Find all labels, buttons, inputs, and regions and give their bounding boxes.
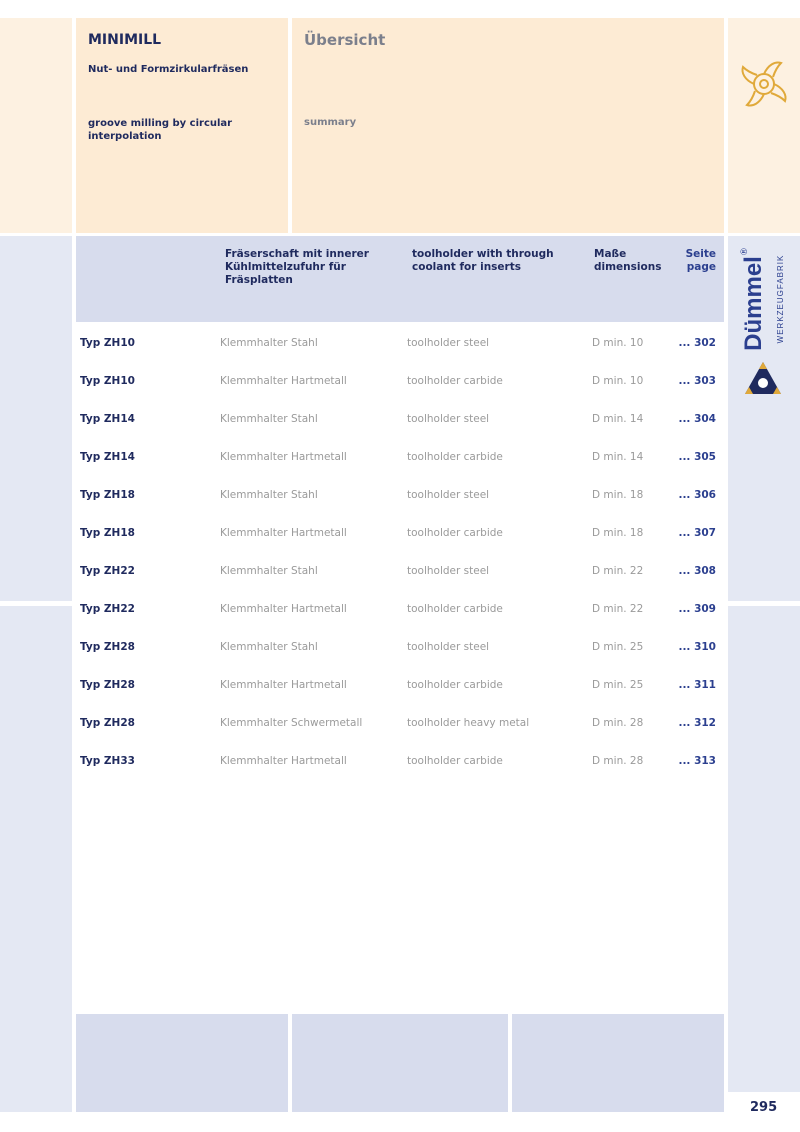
type-cell: Typ ZH18: [80, 489, 135, 501]
english-desc-cell: toolholder carbide: [407, 755, 503, 767]
table-row[interactable]: [80, 679, 720, 695]
dimension-cell: D min. 25: [592, 641, 644, 653]
type-cell: Typ ZH33: [80, 755, 135, 767]
type-cell: Typ ZH14: [80, 413, 135, 425]
header-col-german-line3: Fräsplatten: [225, 274, 293, 286]
table-row[interactable]: [80, 451, 720, 467]
dimension-cell: D min. 18: [592, 489, 644, 501]
german-desc-cell: Klemmhalter Hartmetall: [220, 451, 347, 463]
brand-logo: [740, 244, 790, 404]
german-desc-cell: Klemmhalter Stahl: [220, 565, 318, 577]
type-cell: Typ ZH28: [80, 641, 135, 653]
page-link[interactable]: ... 310: [678, 641, 716, 653]
table-row[interactable]: [80, 641, 720, 657]
page-link[interactable]: ... 311: [678, 679, 716, 691]
table-row[interactable]: [80, 755, 720, 771]
dimension-cell: D min. 18: [592, 527, 644, 539]
section-title: Übersicht: [304, 31, 386, 49]
footer-panel-left: [76, 1014, 288, 1112]
header-col-german: [225, 248, 369, 287]
dimension-cell: D min. 22: [592, 565, 644, 577]
subtitle-english-line2: interpolation: [88, 131, 162, 142]
left-margin-peach: [0, 18, 72, 233]
type-cell: Typ ZH10: [80, 375, 135, 387]
header-col-english: [412, 248, 554, 274]
catalog-title: MINIMILL: [88, 32, 162, 48]
dimension-cell: D min. 28: [592, 755, 644, 767]
english-desc-cell: toolholder steel: [407, 641, 490, 653]
dimension-cell: D min. 28: [592, 717, 644, 729]
english-desc-cell: toolholder carbide: [407, 527, 503, 539]
brand-name-vertical: [740, 244, 770, 354]
page-link[interactable]: ... 305: [678, 451, 716, 463]
milling-cutter-icon: [735, 55, 793, 113]
page-link[interactable]: ... 302: [678, 337, 716, 349]
header-col-dimensions-line2: dimensions: [594, 261, 662, 273]
header-col-german-line2: Kühlmittelzufuhr für: [225, 261, 346, 273]
page-link[interactable]: ... 313: [678, 755, 716, 767]
type-cell: Typ ZH28: [80, 717, 135, 729]
page-link[interactable]: ... 304: [678, 413, 716, 425]
english-desc-cell: toolholder carbide: [407, 375, 503, 387]
header-section-panel: [292, 18, 724, 233]
german-desc-cell: Klemmhalter Stahl: [220, 641, 318, 653]
english-desc-cell: toolholder steel: [407, 413, 490, 425]
english-desc-cell: toolholder steel: [407, 565, 490, 577]
subtitle-english-line1: groove milling by circular: [88, 118, 233, 129]
right-margin-peach: [728, 18, 800, 233]
insert-triangle-logo-icon: [743, 360, 783, 396]
table-row[interactable]: [80, 413, 720, 429]
german-desc-cell: Klemmhalter Hartmetall: [220, 375, 347, 387]
english-desc-cell: toolholder heavy metal: [407, 717, 530, 729]
header-col-dimensions: [594, 248, 661, 274]
dimension-cell: D min. 10: [592, 375, 644, 387]
brand-name: Dümmel: [740, 256, 767, 351]
english-desc-cell: toolholder carbide: [407, 603, 503, 615]
german-desc-cell: Klemmhalter Stahl: [220, 413, 318, 425]
type-cell: Typ ZH22: [80, 565, 135, 577]
header-col-english-line2: coolant for inserts: [412, 261, 521, 273]
page-number: 295: [750, 1100, 778, 1115]
english-desc-cell: toolholder steel: [407, 337, 490, 349]
dimension-cell: D min. 25: [592, 679, 644, 691]
page-link[interactable]: ... 308: [678, 565, 716, 577]
german-desc-cell: Klemmhalter Stahl: [220, 337, 318, 349]
type-cell: Typ ZH22: [80, 603, 135, 615]
header-col-english-line1: toolholder with through: [412, 248, 554, 260]
german-desc-cell: Klemmhalter Schwermetall: [220, 717, 363, 729]
page-link[interactable]: ... 306: [678, 489, 716, 501]
english-desc-cell: toolholder carbide: [407, 679, 503, 691]
subtitle-german: Nut- und Formzirkularfräsen: [88, 64, 249, 75]
table-row[interactable]: [80, 565, 720, 581]
dimension-cell: D min. 14: [592, 451, 644, 463]
header-col-page-line1: Seite: [685, 248, 716, 260]
page-link[interactable]: ... 312: [678, 717, 716, 729]
table-row[interactable]: [80, 489, 720, 505]
page-link[interactable]: ... 309: [678, 603, 716, 615]
table-row[interactable]: [80, 603, 720, 619]
german-desc-cell: Klemmhalter Hartmetall: [220, 603, 347, 615]
german-desc-cell: Klemmhalter Hartmetall: [220, 679, 347, 691]
brand-tagline: WERKZEUGFABRIK: [776, 254, 785, 344]
english-desc-cell: toolholder steel: [407, 489, 490, 501]
german-desc-cell: Klemmhalter Stahl: [220, 489, 318, 501]
header-col-page-line2: page: [686, 261, 716, 273]
german-desc-cell: Klemmhalter Hartmetall: [220, 755, 347, 767]
table-row[interactable]: [80, 717, 720, 733]
dimension-cell: D min. 10: [592, 337, 644, 349]
table-row[interactable]: [80, 337, 720, 353]
section-subtitle: summary: [304, 117, 357, 128]
left-margin-blue-lower: [0, 606, 72, 1112]
right-margin-blue-lower: [728, 606, 800, 1092]
type-cell: Typ ZH18: [80, 527, 135, 539]
brand-tagline-vertical: [768, 244, 785, 354]
german-desc-cell: Klemmhalter Hartmetall: [220, 527, 347, 539]
footer-panel-right: [512, 1014, 724, 1112]
header-col-page: [670, 248, 716, 274]
header-col-dimensions-line1: Maße: [594, 248, 627, 260]
dimension-cell: D min. 22: [592, 603, 644, 615]
page-link[interactable]: ... 307: [678, 527, 716, 539]
table-row[interactable]: [80, 527, 720, 543]
registered-mark: ®: [740, 247, 750, 257]
dimension-cell: D min. 14: [592, 413, 644, 425]
left-margin-blue-upper: [0, 236, 72, 601]
type-cell: Typ ZH14: [80, 451, 135, 463]
type-cell: Typ ZH10: [80, 337, 135, 349]
english-desc-cell: toolholder carbide: [407, 451, 503, 463]
table-row[interactable]: [80, 375, 720, 391]
footer-panel-middle: [292, 1014, 508, 1112]
type-cell: Typ ZH28: [80, 679, 135, 691]
header-col-german-line1: Fräserschaft mit innerer: [225, 248, 369, 260]
page-link[interactable]: ... 303: [678, 375, 716, 387]
